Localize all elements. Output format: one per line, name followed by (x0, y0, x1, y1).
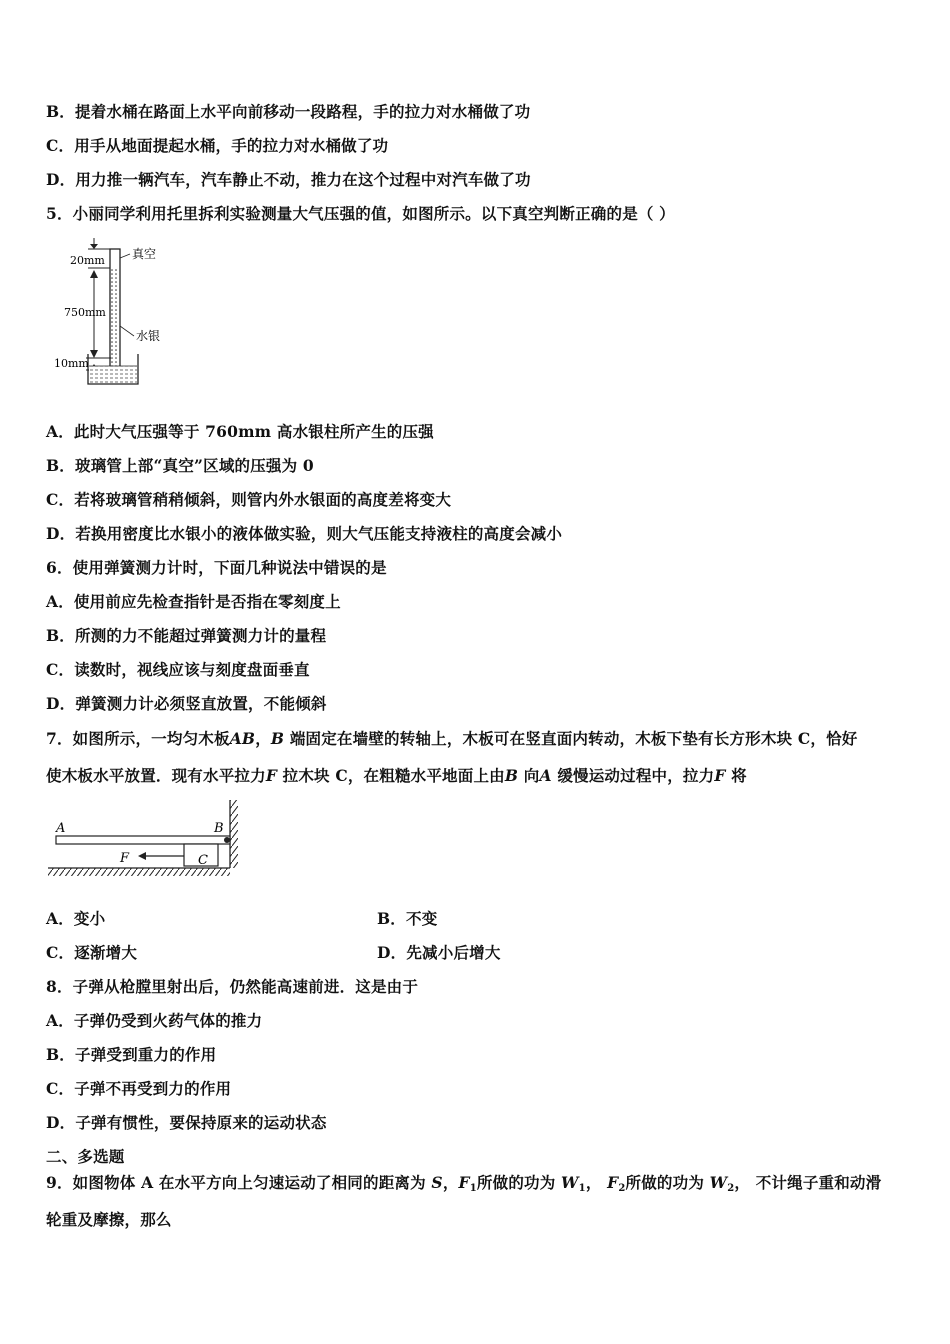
pivot (224, 837, 230, 843)
q7-option-b: B．不变 (377, 909, 438, 928)
section-heading: 二、多选题 (46, 1147, 125, 1166)
q4-option-d: D．用力推一辆汽车，汽车静止不动，推力在这个过程中对汽车做了功 (46, 170, 531, 189)
q7-option-d: D．先减小后增大 (377, 943, 501, 962)
q6-option-c: C．读数时，视线应该与刻度盘面垂直 (46, 660, 310, 679)
q7-option-c: C．逐渐增大 (46, 943, 138, 962)
label-mercury: 水银 (136, 329, 161, 343)
q8-option-b: B．子弹受到重力的作用 (46, 1045, 217, 1064)
q4-option-b: B．提着水桶在路面上水平向前移动一段路程，手的拉力对水桶做了功 (46, 102, 531, 121)
q6-option-d: D．弹簧测力计必须竖直放置，不能倾斜 (46, 694, 327, 713)
q7-option-a: A．变小 (46, 909, 106, 928)
label-c: C (198, 853, 208, 868)
label-750mm: 750mm (64, 306, 106, 319)
q6-option-a: A．使用前应先检查指针是否指在零刻度上 (46, 592, 341, 611)
q5-option-a: A．此时大气压强等于 760mm 高水银柱所产生的压强 (46, 422, 434, 441)
q7-stem-line2: 使木板水平放置．现有水平拉力F 拉木块 C，在粗糙水平地面上由B 向A 缓慢运动过程中，拉力F 将 (46, 766, 747, 785)
q5-option-c: C．若将玻璃管稍稍倾斜，则管内外水银面的高度差将变大 (46, 490, 452, 509)
q5-option-d: D．若换用密度比水银小的液体做实验，则大气压能支持液柱的高度会减小 (46, 524, 563, 543)
label-10mm: 10mm (54, 357, 89, 370)
label-vacuum: 真空 (132, 247, 157, 261)
q4-option-c: C．用手从地面提起水桶，手的拉力对水桶做了功 (46, 136, 389, 155)
board-ab (56, 836, 230, 844)
q9-stem-line2: 轮重及摩擦，那么 (46, 1210, 172, 1229)
q6-stem: 6．使用弹簧测力计时，下面几种说法中错误的是 (46, 558, 387, 577)
q7-stem-line1: 7．如图所示，一均匀木板AB，B 端固定在墙壁的转轴上，木板可在竖直面内转动，木板下垫有长方形木块 C，恰好 (46, 729, 858, 748)
q5-stem: 5．小丽同学利用托里拆利实验测量大气压强的值，如图所示。以下真空判断正确的是（ ） (46, 204, 675, 223)
lever-figure (46, 798, 238, 878)
label-b: B (214, 821, 224, 836)
q5-option-b: B．玻璃管上部“真空”区域的压强为 0 (46, 456, 314, 475)
q8-option-c: C．子弹不再受到力的作用 (46, 1079, 232, 1098)
q8-stem: 8．子弹从枪膛里射出后，仍然能高速前进．这是由于 (46, 977, 419, 996)
label-20mm: 20mm (70, 254, 105, 267)
label-f: F (120, 851, 130, 866)
q8-option-d: D．子弹有惯性，要保持原来的运动状态 (46, 1113, 327, 1132)
q8-option-a: A．子弹仍受到火药气体的推力 (46, 1011, 263, 1030)
q9-stem-line1: 9．如图物体 A 在水平方向上匀速运动了相同的距离为 S，$F_1$所做的功为 $W_1$， $F_2$所做的功为 $W_2$， 不计绳子重和动滑 (46, 1173, 882, 1194)
q6-option-b: B．所测的力不能超过弹簧测力计的量程 (46, 626, 327, 645)
label-a: A (56, 821, 66, 836)
torricelli-figure (50, 236, 180, 386)
